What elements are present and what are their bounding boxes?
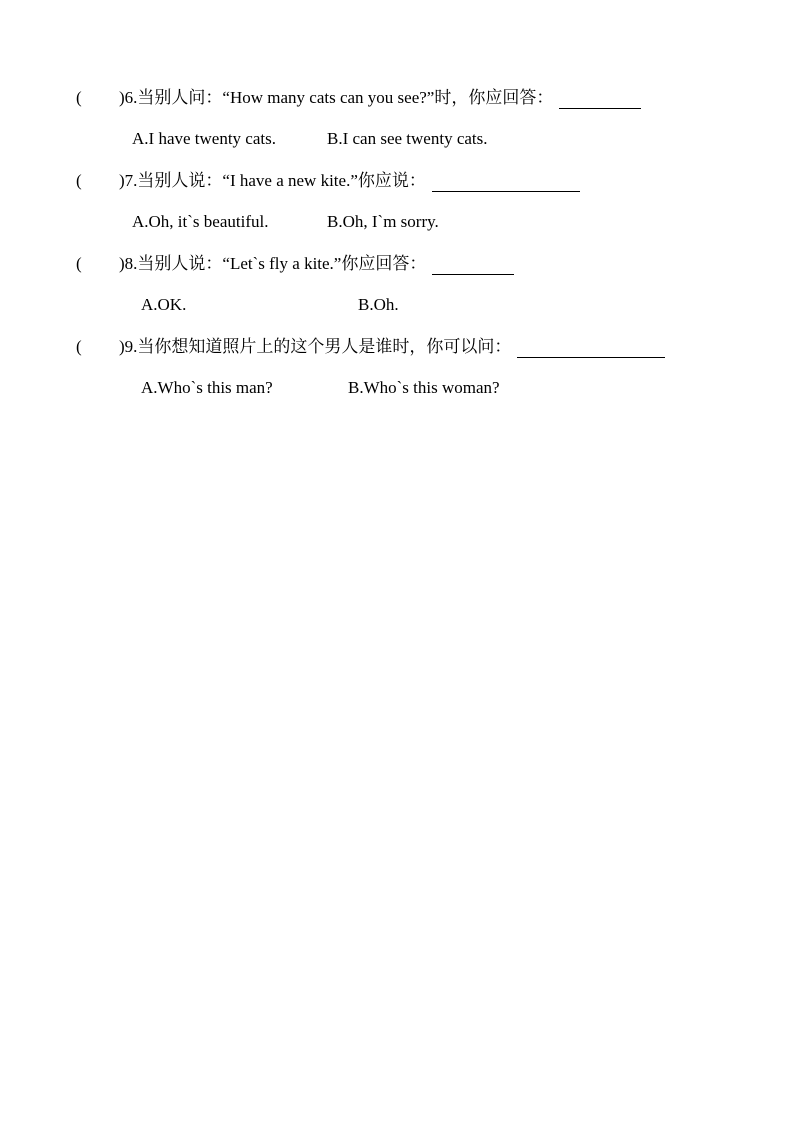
answer-paren: ( [76,171,82,190]
question-7 [0,170,793,192]
option-b: B.Who`s this woman? [348,378,500,397]
answer-paren: ( [76,337,82,356]
option-b: B.Oh, I`m sorry. [327,212,439,231]
option-a: A.Oh, it`s beautiful. [132,212,269,231]
question-9-text: )9.当你想知道照片上的这个男人是谁时，你可以问： [119,337,512,356]
question-6-text: )6.当别人问：“How many cats can you see?”时，你应回答： [119,88,554,107]
question-8 [0,253,793,275]
question-6 [0,87,793,109]
question-7-text: )7.当别人说：“I have a new kite.”你应说： [119,171,426,190]
answer-paren: ( [76,254,82,273]
question-7-options [0,211,793,233]
answer-blank[interactable] [517,340,665,358]
question-8-options [0,294,793,316]
answer-blank[interactable] [559,91,641,109]
question-9 [0,336,793,358]
option-b: B.I can see twenty cats. [327,129,488,148]
answer-paren: ( [76,88,82,107]
answer-blank[interactable] [432,174,580,192]
option-a: A.OK. [141,295,187,314]
option-a: A.I have twenty cats. [132,129,276,148]
question-6-options [0,128,793,150]
option-b: B.Oh. [358,295,399,314]
question-8-text: )8.当别人说：“Let`s fly a kite.”你应回答： [119,254,427,273]
answer-blank[interactable] [432,257,514,275]
option-a: A.Who`s this man? [141,378,273,397]
question-9-options [0,377,793,399]
